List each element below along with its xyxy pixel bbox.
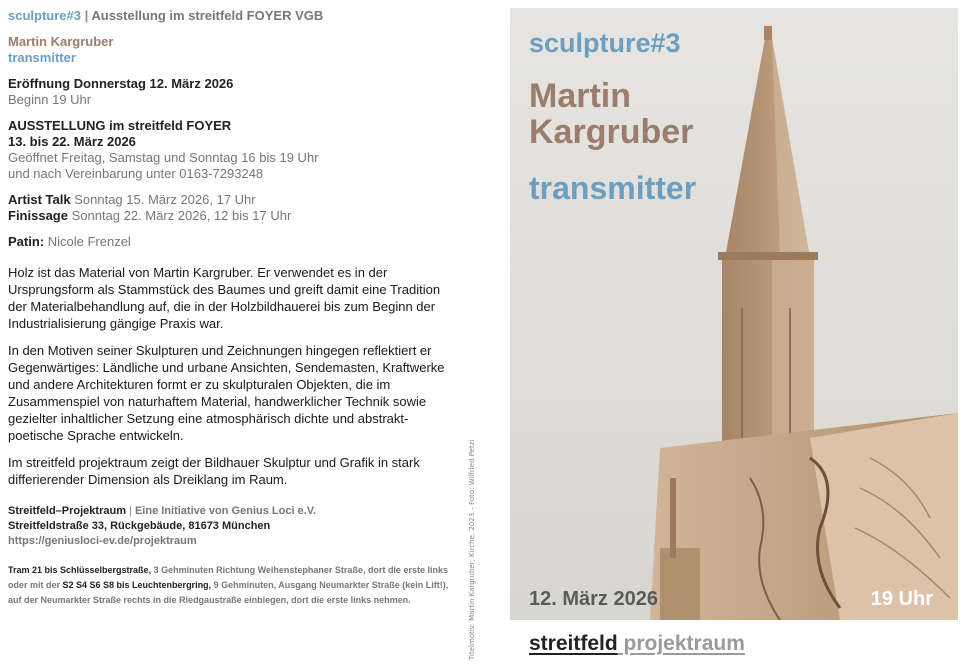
poster-date: 12. März 2026: [529, 588, 658, 610]
artist-name: Martin Kargruber: [8, 34, 114, 49]
poster-artist-line2: Kargruber: [529, 113, 694, 151]
contact-org: Streitfeld–Projektraum: [8, 505, 126, 517]
artist-talk-date: Sonntag 15. März 2026, 17 Uhr: [70, 192, 256, 207]
patron-name: Nicole Frenzel: [44, 234, 131, 249]
opening-hours-1: Geöffnet Freitag, Samstag und Sonntag 16 bis 19 Uhr: [8, 150, 319, 165]
directions-sbahn-walk: 9 Gehminuten, Ausgang Neumarkter Straße (kein Lift!), auf der Neumarkter Straße rechts in die Riedgaustraße einbiegen, dort die erste links nehmen.: [8, 580, 449, 605]
opening-label: Eröffnung Donnerstag 12. März 2026: [8, 76, 234, 91]
contact-block: [8, 504, 458, 549]
finissage-line: [8, 208, 458, 224]
artist-talk-line: [8, 192, 458, 208]
description-paragraph-1: Holz ist das Material von Martin Kargruber. Er verwendet es in der Ursprungsform als Stammstück des Baumes und greift damit eine Tradition der Materialbehandlung auf, die in der Holzbildhauerei bis zum Beginn der Industrialisierung gängige Praxis war.: [8, 265, 441, 331]
contact-org-line: Streitfeld–Projektraum | Eine Initiative von Genius Loci e.V.: [8, 505, 317, 517]
poster-title: transmitter: [529, 170, 697, 206]
header-line: [8, 8, 458, 24]
poster-time: 19 Uhr: [870, 588, 933, 610]
artist-block: [8, 34, 458, 66]
directions-tram-walk: 3 Gehminuten Richtung Weihenstephaner Straße, dort die erste links oder mit der: [8, 565, 448, 590]
opening-start: Beginn 19 Uhr: [8, 92, 92, 107]
photo-credit: Titelmotiv: Martin Kargruber, Kirche, 2023 – Foto: Wilfried Petzi: [468, 439, 476, 660]
series-label: sculpture#3: [8, 8, 81, 23]
events-block: [8, 192, 458, 224]
directions-block: [8, 563, 458, 608]
directions-sbahn: S2 S4 S6 S8 bis Leuchtenbergring,: [62, 580, 212, 590]
opening-hours-2: und nach Vereinbarung unter 0163-7293248: [8, 166, 264, 181]
brand-part2: projektraum: [617, 632, 745, 655]
poster-series: sculpture#3: [529, 28, 681, 58]
exhibition-title: transmitter: [8, 50, 76, 65]
artist-talk-label: Artist Talk: [8, 192, 71, 207]
text-column: [8, 8, 458, 608]
description-paragraph-2: In den Motiven seiner Skulpturen und Zeichnungen hingegen reflektiert er Gegenwärtiges: Ländliche und urbane Ansichten, Sendemasten, Kraftwerke und andere Architekturen formt er zu skulpturalen Objekten, die im Zusammenspiel von naturhaftem Material, handwerklicher Technik sowie gezielter inhaltlicher Setzung eine atmosphärisch dichte und abstrakt-poetische Sprache entwickeln.: [8, 343, 445, 443]
exhibition-label: AUSSTELLUNG im streitfeld FOYER: [8, 118, 232, 133]
patron-line: [8, 234, 458, 250]
exhibition-dates: 13. bis 22. März 2026: [8, 134, 136, 149]
description-paragraph-3: Im streitfeld projektraum zeigt der Bildhauer Skulptur und Grafik in stark differierender Dimension als Dreiklang im Raum.: [8, 455, 420, 487]
contact-address: Streitfeldstraße 33, Rückgebäude, 81673 München: [8, 520, 271, 532]
contact-initiative: Eine Initiative von Genius Loci e.V.: [134, 505, 317, 517]
finissage-date: Sonntag 22. März 2026, 12 bis 17 Uhr: [67, 208, 292, 223]
finissage-label: Finissage: [8, 208, 68, 223]
brand-logo: [529, 632, 745, 656]
opening-block: [8, 76, 458, 108]
contact-url[interactable]: https://geniusloci-ev.de/projektraum: [8, 535, 197, 547]
patron-label: Patin:: [8, 234, 45, 249]
header-separator: |: [80, 8, 92, 23]
directions-tram: Tram 21 bis Schlüsselbergstraße,: [8, 565, 152, 575]
exhibition-block: [8, 118, 458, 182]
poster-artist: [529, 78, 693, 150]
poster-image: [510, 8, 958, 620]
poster-artist-line1: Martin: [529, 77, 631, 115]
venue-label: Ausstellung im streitfeld FOYER VGB: [91, 8, 324, 23]
brand-part1: streitfeld: [529, 632, 618, 655]
